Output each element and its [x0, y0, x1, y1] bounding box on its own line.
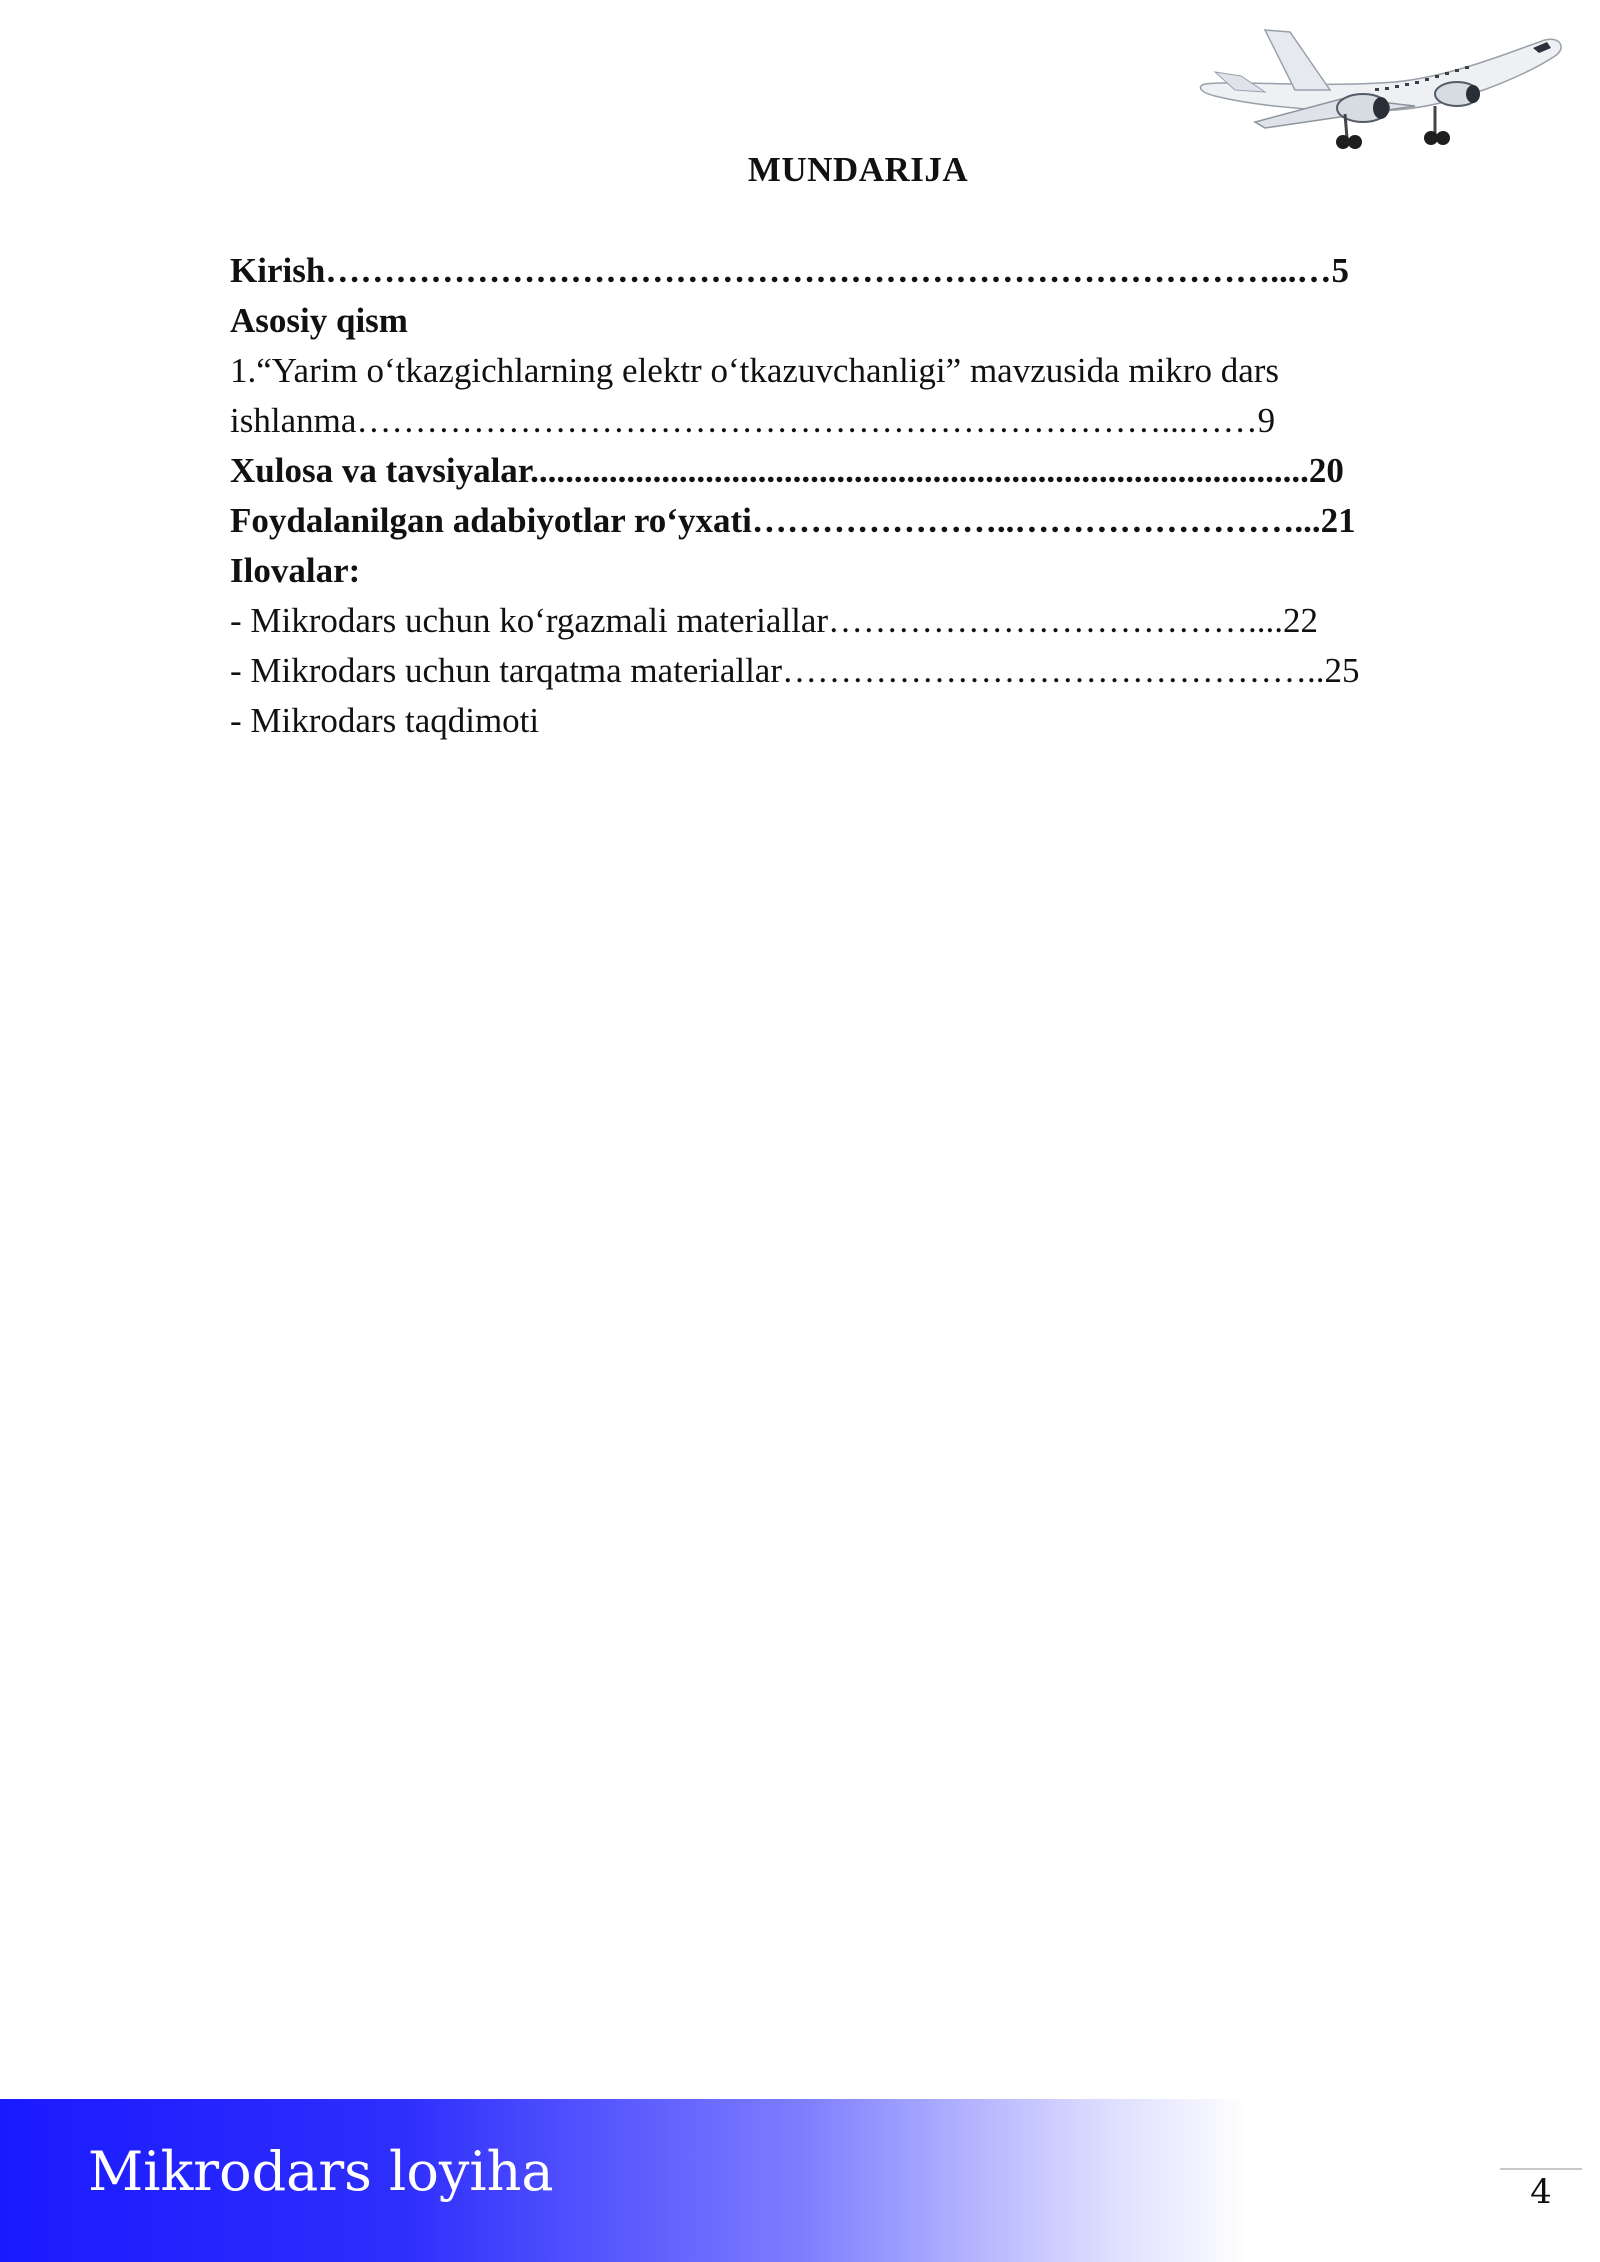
toc-intro: Kirish………………………………………………………………………...…5 — [230, 251, 1350, 290]
toc-appendix-3: - Mikrodars taqdimoti — [230, 701, 540, 740]
toc-item-1-line-1: 1.“Yarim o‘tkazgichlarning elektr o‘tkazuvchanligi” mavzusida mikro dars — [230, 351, 1280, 390]
page-number: 4 — [1530, 2172, 1552, 2212]
toc-item-1-line-2: ishlanma……………………………………………………………...……9 — [230, 401, 1276, 440]
toc-conclusion: Xulosa va tavsiyalar.........................................................................................20 — [230, 451, 1344, 490]
toc-appendix-heading: Ilovalar: — [230, 551, 361, 590]
page-title: MUNDARIJA — [747, 150, 969, 189]
airplane-icon — [1195, 10, 1585, 160]
page-number-divider — [1500, 2168, 1582, 2170]
toc-main-part: Asosiy qism — [230, 301, 408, 340]
footer-title: Mikrodars loyiha — [88, 2140, 554, 2203]
toc-appendix-1: - Mikrodars uchun ko‘rgazmali materiallar………………………………....22 — [230, 601, 1319, 640]
toc-appendix-2: - Mikrodars uchun tarqatma materiallar………………………………………..25 — [230, 651, 1360, 690]
table-of-contents — [230, 246, 1480, 746]
toc-references: Foydalanilgan adabiyotlar ro‘yxati…………………..……………………...21 — [230, 501, 1356, 540]
